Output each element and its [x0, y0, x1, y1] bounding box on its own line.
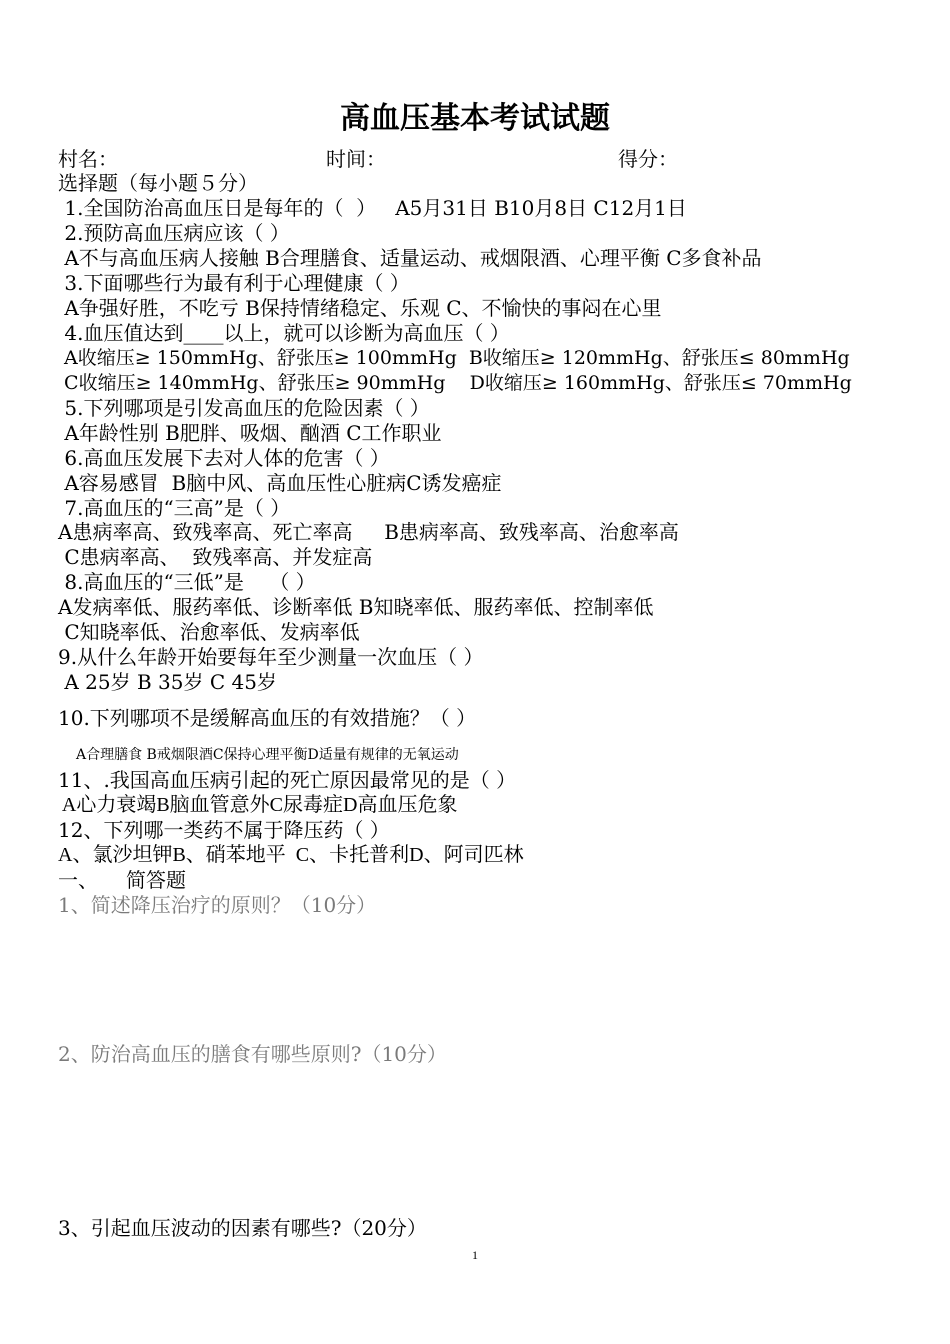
question-8-options-c: C知晓率低、治愈率低、发病率低 [58, 620, 360, 644]
short-question-2: 2、防治高血压的膳食有哪些原则?（10分） [58, 1042, 447, 1066]
question-5-options: A年龄性别 B肥胖、吸烟、酗酒 C工作职业 [58, 421, 442, 445]
question-5: 5.下列哪项是引发高血压的危险因素（ ） [58, 396, 430, 420]
question-9: 9.从什么年龄开始要每年至少测量一次血压（ ） [58, 645, 484, 669]
question-3-options: A争强好胜，不吃亏 B保持情绪稳定、乐观 C、不愉快的事闷在心里 [58, 296, 662, 320]
question-7: 7.高血压的“三高”是（ ） [58, 496, 291, 520]
section-number-short: 一、 [58, 868, 98, 892]
question-12-options: A、氯沙坦钾B、硝苯地平 C、卡托普利D、阿司匹林 [58, 844, 524, 866]
question-2: 2.预防高血压病应该（ ） [58, 221, 290, 245]
section-heading-choice: 选择题（每小题５分） [58, 171, 258, 195]
question-6: 6.高血压发展下去对人体的危害（ ） [58, 446, 390, 470]
question-1: 1.全国防治高血压日是每年的（ ） A5月31日 B10月8日 C12月1日 [58, 196, 687, 220]
score-label: 得分： [618, 147, 678, 171]
question-7-options-c: C患病率高、 致残率高、并发症高 [58, 545, 373, 569]
question-11-options: A心力衰竭B脑血管意外C尿毒症D高血压危象 [58, 794, 458, 816]
short-question-1: 1、简述降压治疗的原则？（10分） [58, 893, 377, 917]
question-11: 11、.我国高血压病引起的死亡原因最常见的是（ ） [58, 768, 517, 792]
time-label: 时间： [326, 147, 386, 171]
question-8-options-ab: A发病率低、服药率低、诊断率低 B知晓率低、服药率低、控制率低 [58, 595, 654, 619]
short-question-3: 3、引起血压波动的因素有哪些?（20分） [58, 1216, 427, 1240]
question-6-options: A容易感冒 B脑中风、高血压性心脏病C诱发癌症 [58, 471, 502, 495]
question-10: 10.下列哪项不是缓解高血压的有效措施？（ ） [58, 706, 477, 730]
question-8: 8.高血压的“三低”是 （ ） [58, 570, 316, 594]
question-4-options-cd: C收缩压≥ 140mmHg、舒张压≥ 90mmHg D收缩压≥ 160mmHg、舒张压≤ 70mmHg [58, 372, 852, 394]
question-12: 12、下列哪一类药不属于降压药（ ） [58, 818, 390, 842]
page-title: 高血压基本考试试题 [340, 101, 610, 136]
question-7-options-ab: A患病率高、致残率高、死亡率高 B患病率高、致残率高、治愈率高 [58, 520, 679, 544]
section-heading-short: 简答题 [126, 868, 186, 892]
question-2-options: A不与高血压病人接触 B合理膳食、适量运动、戒烟限酒、心理平衡 C多食补品 [58, 246, 762, 270]
question-4-options-ab: A收缩压≥ 150mmHg、舒张压≥ 100mmHg B收缩压≥ 120mmHg、舒张压≤ 80mmHg [58, 347, 850, 369]
question-4: 4.血压值达到____以上，就可以诊断为高血压（ ） [58, 321, 510, 345]
page-number: 1 [472, 1248, 478, 1262]
question-3: 3.下面哪些行为最有利于心理健康（ ） [58, 271, 410, 295]
question-10-options: A合理膳食 B戒烟限酒C保持心理平衡D适量有规律的无氧运动 [76, 747, 459, 763]
question-9-options: A 25岁 B 35岁 C 45岁 [58, 670, 277, 694]
village-label: 村名： [58, 147, 118, 171]
